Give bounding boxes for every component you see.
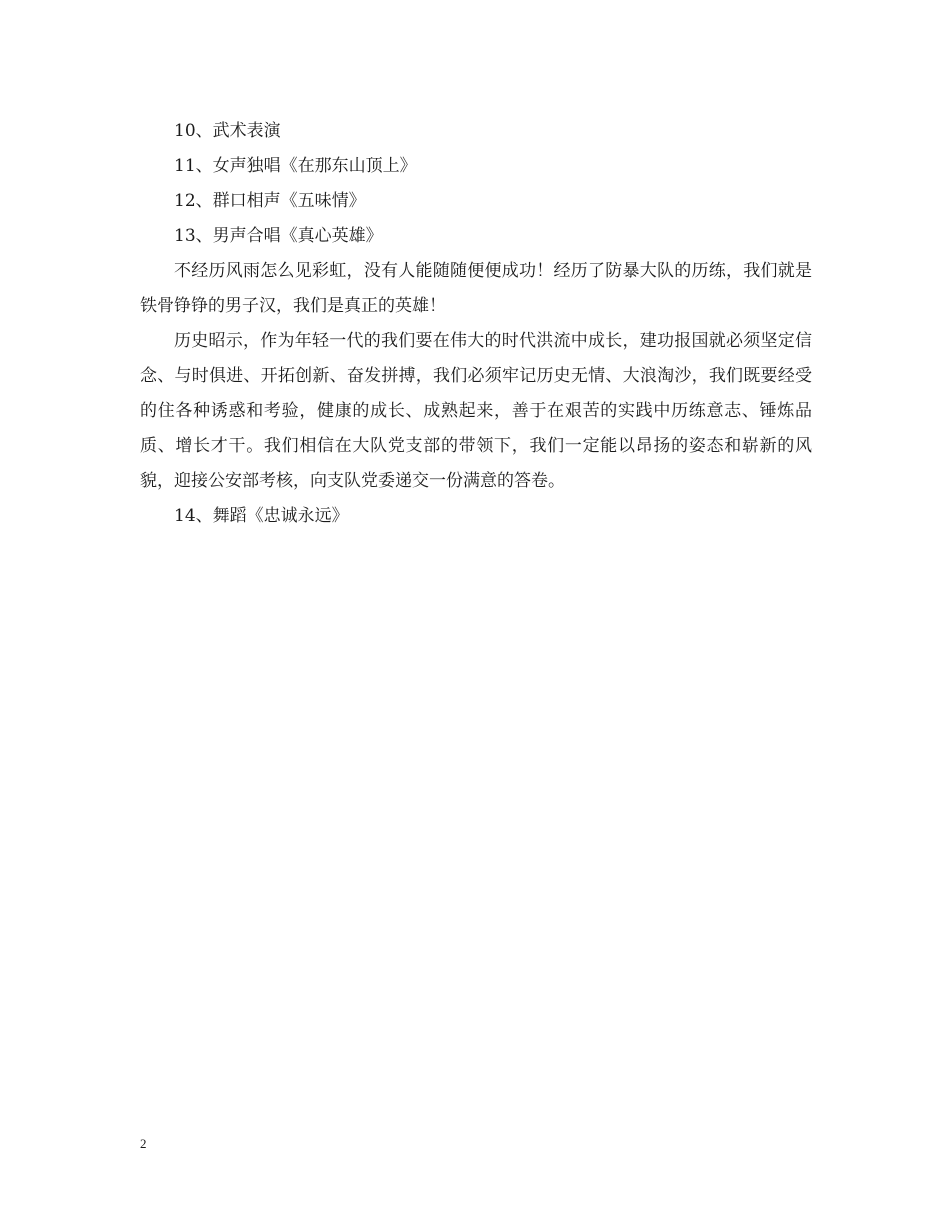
program-item-14: 14、舞蹈《忠诚永远》 bbox=[174, 506, 349, 526]
program-item-11: 11、女声独唱《在那东山顶上》 bbox=[174, 156, 417, 176]
paragraph-heroes: 不经历风雨怎么见彩虹，没有人能随随便便成功！经历了防暴大队的历练，我们就是铁骨铮铮的男子汉，我们是真正的英雄！ bbox=[140, 261, 812, 316]
paragraph-history: 历史昭示，作为年轻一代的我们要在伟大的时代洪流中成长，建功报国就必须坚定信念、与时俱进、开拓创新、奋发拼搏，我们必须牢记历史无情、大浪淘沙，我们既要经受的住各种诱惑和考验，健康的成长、成熟起来，善于在艰苦的实践中历练意志、锤炼品质、增长才干。我们相信在大队党支部的带领下，我们一定能以昂扬的姿态和崭新的风貌，迎接公安部考核，向支队党委递交一份满意的答卷。 bbox=[140, 331, 812, 491]
page-content bbox=[140, 114, 812, 534]
page-number: 2 bbox=[140, 1136, 147, 1151]
program-item-13: 13、男声合唱《真心英雄》 bbox=[174, 226, 383, 246]
program-item-12: 12、群口相声《五味情》 bbox=[174, 191, 366, 211]
program-item-10: 10、武术表演 bbox=[174, 121, 281, 141]
